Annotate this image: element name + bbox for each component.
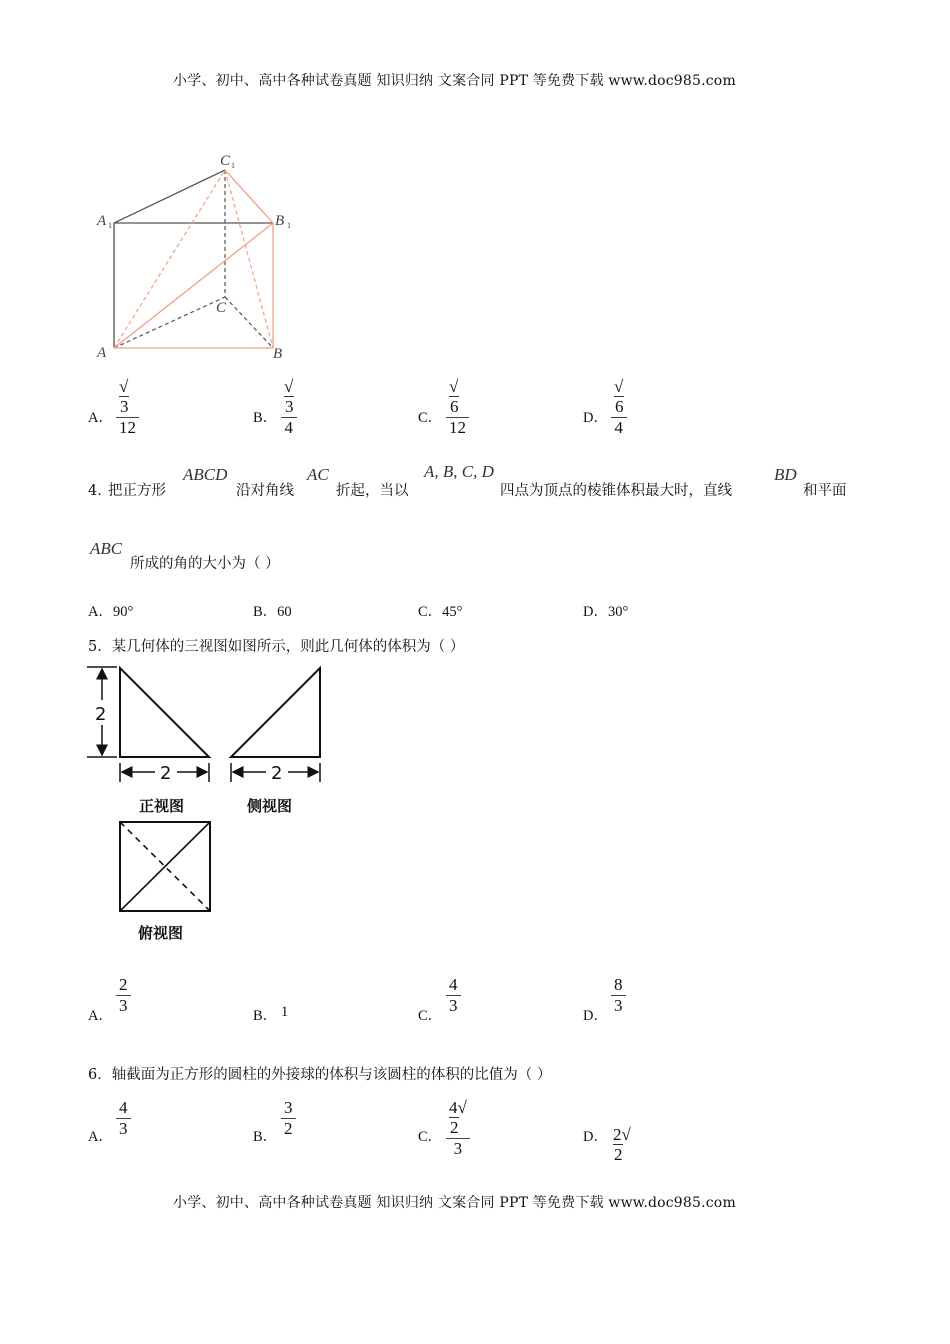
three-view-figure xyxy=(85,660,345,950)
side-width-label: 2 xyxy=(271,763,283,784)
q4-option-b[interactable]: B．60 xyxy=(253,604,292,620)
q6-stem: 6．轴截面为正方形的圆柱的外接球的体积与该圆柱的体积的比值为（ ） xyxy=(88,1067,552,1083)
label-c1: C xyxy=(220,153,231,169)
math-ac: AC xyxy=(307,465,329,484)
prism-figure xyxy=(95,145,305,365)
q4-option-c[interactable]: C．45° xyxy=(418,604,463,620)
math-abcd: ABCD xyxy=(183,465,228,484)
label-c: C xyxy=(216,300,227,316)
q3-options: A． $\frac{√3}{12}$ B． $\frac{√3}{4}$ C． $\frac{√6}{12}$ D． $\frac{√6}{4}$ xyxy=(88,377,688,437)
height-label: 2 xyxy=(95,704,107,725)
q6-options: A． $\frac{4}{3}$ B． $\frac{3}{2}$ C． $\frac{4√2}{3}$ D． 2√2 xyxy=(88,1098,631,1164)
label-b: B xyxy=(273,346,283,362)
label-b1: B xyxy=(275,213,285,229)
label-a1: A xyxy=(97,213,107,229)
q4-option-a[interactable]: A．90° xyxy=(88,604,134,620)
math-bd: BD xyxy=(774,465,797,484)
question-4: 4． 把正方形 ABCD 沿对角线 AC 折起，当以 A, B, C, D 四点为顶点的棱锥体积最大时，直线 BD 和平面 ABC 所成的角的大小为（ ） A．90° B．60 C．45° D．30° xyxy=(88,462,847,620)
q4-option-d[interactable]: D．30° xyxy=(583,604,629,620)
math-abc: ABC xyxy=(90,539,123,558)
front-view-caption: 正视图 xyxy=(139,797,185,815)
page-header: 小学、初中、高中各种试卷真题 知识归纳 文案合同 PPT 等免费下载 www.doc985.com xyxy=(173,73,736,89)
prism-diagram xyxy=(95,145,305,365)
side-view-caption: 侧视图 xyxy=(247,797,293,815)
q5-options: A． $\frac{2}{3}$ B． 1 C． $\frac{4}{3}$ D． $\frac{8}{3}$ xyxy=(88,975,688,1025)
svg-text:1: 1 xyxy=(108,221,112,230)
three-view-diagram xyxy=(85,660,345,950)
math-abcd-points: A, B, C, D xyxy=(424,462,494,481)
front-width-label: 2 xyxy=(160,763,172,784)
label-a: A xyxy=(97,345,107,361)
svg-text:1: 1 xyxy=(287,221,291,230)
top-view-caption: 俯视图 xyxy=(138,924,184,942)
q4-number: 4． xyxy=(88,483,112,499)
q5-stem: 5．某几何体的三视图如图所示，则此几何体的体积为（ ） xyxy=(88,639,465,655)
svg-text:1: 1 xyxy=(231,161,235,170)
page-footer: 小学、初中、高中各种试卷真题 知识归纳 文案合同 PPT 等免费下载 www.doc985.com xyxy=(173,1195,736,1211)
